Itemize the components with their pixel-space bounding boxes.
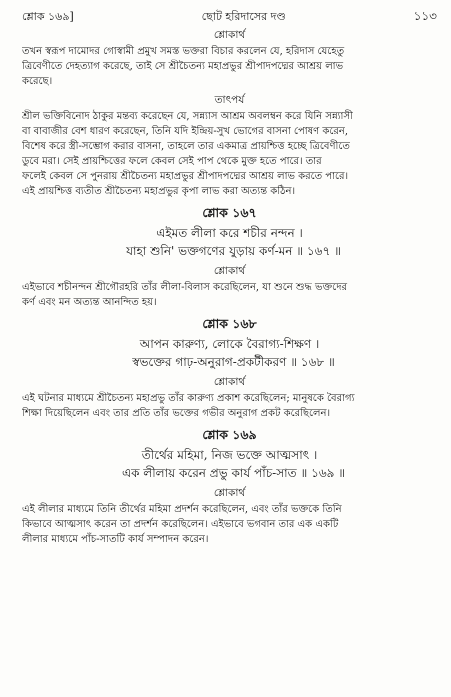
verse-heading-167: শ্লোক ১৬৭ (202, 205, 257, 220)
text-line: ত্রিবেণীতে দেহত্যাগ করেছে, তাই সে শ্রীচৈতন্য মহাপ্রভুর শ্রীপাদপদ্মের আশ্রয় লাভ (22, 61, 344, 72)
text-line: বা বাবাজীর বেশ ধারণ করেছেন, তিনি যদি ইন্দ্রিয়-সুখ ভোগের বাসনা পোষণ করেন, (22, 126, 349, 137)
header-chapter-title: ছোট হরিদাসের দণ্ড (201, 10, 286, 23)
text-line: এই প্রায়শ্চিত্ত ব্যতীত শ্রীচৈতন্য মহাপ্রভুর কৃপা লাভ করা অত্যন্ত কঠিন। (22, 186, 296, 197)
translation-paragraph-168 (22, 391, 437, 421)
text-line: এই ঘটনার মাধ্যমে শ্রীচৈতন্য মহাপ্রভু তাঁর কারুণ্য প্রকাশ করেছিলেন; মানুষকে বৈরাগ্য (22, 393, 355, 404)
text-line: কর্ণ এবং মন অত্যন্ত আনন্দিত হয়। (22, 297, 157, 308)
verse-heading-169: শ্লোক ১৬৯ (202, 427, 257, 442)
text-line: বিশেষ করে স্ত্রী-সম্ভোগ করার বাসনা, তাহলে তার একমাত্র প্রায়শ্চিত্ত হচ্ছে ত্রিবেণীতে (22, 141, 350, 152)
text-line: শ্রীল ভক্তিবিনোদ ঠাকুর মন্তব্য করেছেন যে, সন্ন্যাস আশ্রম অবলম্বন করে যিনি সন্ন্যাসী (22, 111, 353, 122)
verse-168-line-1: আপন কারুণ্য, লোকে বৈরাগ্য-শিক্ষণ । (139, 337, 320, 351)
verse-168-line-2: স্বভক্তের গাঢ়-অনুরাগ-প্রকটীকরণ ॥ ১৬৮ ॥ (132, 355, 335, 369)
translation-paragraph-169 (22, 502, 437, 547)
text-line: শিক্ষা দিয়েছিলেন এবং তার প্রতি তাঁর ভক্তের গভীর অনুরাগ প্রকট করেছিলেন। (22, 408, 331, 419)
running-header (22, 8, 437, 24)
text-line: লীলার মাধ্যমে পাঁচ-সাতটি কার্য সম্পাদন করেন। (22, 534, 209, 545)
verse-169-line-2: এক লীলায় করেন প্রভু কার্য পাঁচ-সাত ॥ ১৬৯ ॥ (121, 466, 346, 480)
purport-paragraph (22, 109, 437, 199)
purport-label: তাৎপর্য (214, 94, 245, 106)
page-number: ১১৩ (413, 9, 437, 23)
translation-label: শ্লোকার্থ (213, 376, 246, 388)
text-line: এইভাবে শচীনন্দন শ্রীগৌরহরি তাঁর লীলা-বিলাস করেছিলেন, যা শুনে শুদ্ধ ভক্তদের (22, 282, 347, 293)
text-line: ডুবে মরা। সেই প্রায়শ্চিত্তের ফলে কেবল সেই পাপ থেকে মুক্ত হতে পারে। তার (22, 156, 322, 167)
translation-paragraph (22, 44, 437, 89)
text-line: কিভাবে আত্মসাৎ করেন তা প্রদর্শন করেছিলেন। এইভাবে ভগবান তার এক একটি (22, 519, 339, 530)
verse-heading-168: শ্লোক ১৬৮ (202, 316, 257, 331)
verse-169-line-1: তীর্থের মহিমা, নিজ ভক্তে আত্মসাৎ । (141, 448, 318, 462)
header-verse-ref: শ্লোক ১৬৯] (22, 10, 74, 23)
text-line: তখন স্বরূপ দামোদর গোস্বামী প্রমুখ সমস্ত ভক্তরা বিচার করলেন যে, হরিদাস যেহেতু (22, 46, 345, 57)
verse-167-line-2: যাহা শুনি' ভক্তগণের যুড়ায় কর্ণ-মন ॥ ১৬৭ ॥ (126, 244, 341, 258)
text-line: এই লীলার মাধ্যমে তিনি তীর্থের মহিমা প্রদর্শন করেছিলেন, এবং তাঁর ভক্তকে তিনি (22, 504, 342, 515)
translation-label: শ্লোকার্থ (213, 29, 246, 41)
text-line: করেছে। (22, 76, 53, 87)
translation-label: শ্লোকার্থ (213, 265, 246, 277)
translation-paragraph-167 (22, 280, 437, 310)
text-line: ফলেই কেবল সে পুনরায় শ্রীচৈতন্য মহাপ্রভুর শ্রীপাদপদ্মের আশ্রয় লাভ করতে পারে। (22, 171, 349, 182)
translation-label: শ্লোকার্থ (213, 487, 246, 499)
verse-167-line-1: এইমত লীলা করে শচীর নন্দন । (156, 226, 303, 240)
